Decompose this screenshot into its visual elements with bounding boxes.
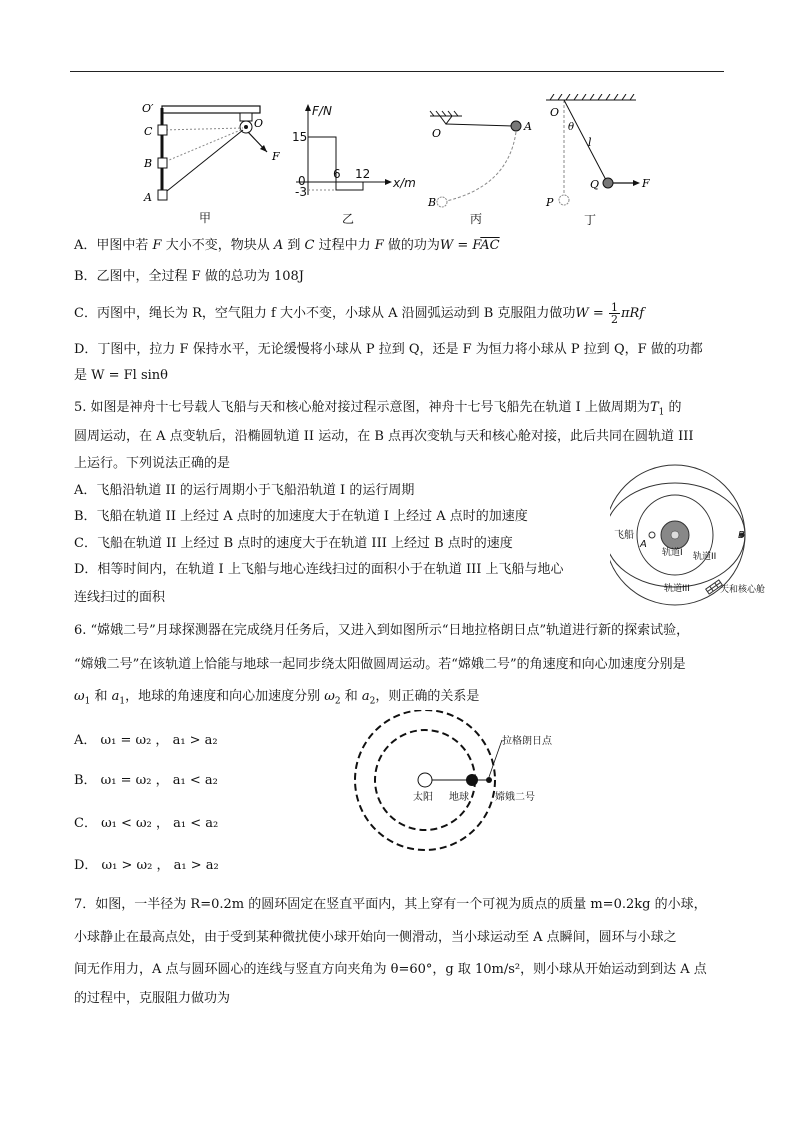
fig-bing-label: 丙 bbox=[470, 212, 483, 226]
svg-text:O: O bbox=[550, 106, 560, 119]
svg-text:O: O bbox=[432, 127, 442, 140]
q7-line3: 间无作用力，A 点与圆环圆心的连线与竖直方向夹角为 θ=60°，g 取 10m/s²，则小球从开始运动到到达 A 点 bbox=[74, 962, 707, 977]
q5-stem-line2: 圆周运动，在 A 点变轨后，沿椭圆轨道 II 运动，在 B 点再次变轨与天和核心舱对接，此后共同在圆轨道 III bbox=[74, 429, 694, 444]
fig-yi-tick-0: 0 bbox=[298, 174, 306, 188]
q4-option-d-line1: D．丁图中，拉力 F 保持水平，无论缓慢将小球从 P 拉到 Q，还是 F 为恒力将小球从 P 拉到 Q，F 做的功都 bbox=[74, 342, 703, 357]
fig-station-label: 天和核心舱 bbox=[720, 585, 766, 595]
q5-stem-line3: 上运行。下列说法正确的是 bbox=[74, 456, 231, 471]
fig-change-label: 嫦娥二号 bbox=[495, 792, 535, 803]
q7-line2: 小球静止在最高点处，由于受到某种微扰使小球开始向一侧滑动，当小球运动至 A 点瞬间，圆环与小球之 bbox=[74, 930, 677, 945]
figure-jia bbox=[140, 100, 280, 220]
fig-jia-label: 甲 bbox=[199, 211, 212, 225]
fig-yi-axis-x: x/m bbox=[393, 176, 416, 190]
fig-orbit-b-label: B bbox=[738, 530, 745, 541]
fig-orbit2-label: 轨道II bbox=[693, 552, 717, 562]
svg-text:O: O bbox=[254, 117, 264, 130]
q5-option-b: B．飞船在轨道 II 上经过 A 点时的加速度大于在轨道 I 上经过 A 点时的加速度 bbox=[74, 509, 528, 524]
svg-text:l: l bbox=[588, 136, 592, 149]
svg-text:θ: θ bbox=[568, 122, 575, 133]
q4-option-d-line2: 是 W = Fl sinθ bbox=[74, 368, 168, 383]
svg-text:A: A bbox=[144, 191, 152, 204]
q5-option-d-line2: 连线扫过的面积 bbox=[74, 590, 166, 605]
fig-orbit-a-label: A bbox=[640, 539, 647, 550]
q6-option-b: B． ω₁ = ω₂ ， a₁ < a₂ bbox=[74, 773, 218, 788]
fig-ding-label: 丁 bbox=[584, 213, 597, 227]
q6-stem-line1: 6. “嫦娥二号”月球探测器在完成绕月任务后，又进入到如图所示“日地拉格朗日点”轨道进行新的探索试验， bbox=[74, 623, 690, 638]
q6-option-d: D． ω₁ > ω₂ ， a₁ > a₂ bbox=[74, 858, 219, 873]
fig-yi-axis-y: F/N bbox=[312, 104, 332, 118]
q5-stem-line1: 5. 如图是神舟十七号载人飞船与天和核心舱对接过程示意图，神舟十七号飞船先在轨道 I 上做周期为$T_1$ 的 bbox=[74, 400, 682, 418]
svg-text:C: C bbox=[144, 125, 153, 138]
q6-stem-line2: “嫦娥二号”在该轨道上恰能与地球一起同步绕太阳做圆周运动。若“嫦娥二号”的角速度和向心加速度分别是 bbox=[74, 657, 686, 672]
fig-yi-tick-12: 12 bbox=[355, 167, 371, 181]
q4-option-b: B．乙图中，全过程 F 做的总功为 108J bbox=[74, 269, 304, 284]
fig-yi-tick-15: 15 bbox=[292, 130, 308, 144]
fig-feichuan-label: 飞船 bbox=[614, 530, 634, 541]
fig-yi-tick-neg3: -3 bbox=[295, 185, 307, 199]
svg-text:F: F bbox=[272, 150, 280, 163]
fig-yi-tick-6: 6 bbox=[333, 167, 341, 181]
fig-earth-label: 地球 bbox=[449, 792, 469, 803]
svg-text:Q: Q bbox=[590, 178, 600, 191]
fig-orbit3-label: 轨道III bbox=[664, 584, 690, 594]
svg-text:B: B bbox=[428, 196, 437, 208]
q5-option-d-line1: D．相等时间内，在轨道 I 上飞船与地心连线扫过的面积小于在轨道 III 上飞船与地心 bbox=[74, 562, 564, 577]
q6-stem-line3: $\omega_1$ 和 $a_1$，地球的角速度和向心加速度分别 $\omega_2$ 和 $a_2$，则正确的关系是 bbox=[74, 689, 480, 707]
q4-option-c: C．丙图中，绳长为 R，空气阻力 f 大小不变，小球从 A 沿圆弧运动到 B 克服阻力做功W = $\frac{1}{2}$ πRf bbox=[74, 301, 645, 326]
q5-option-a: A．飞船沿轨道 II 的运行周期小于飞船沿轨道 I 的运行周期 bbox=[74, 483, 415, 498]
q6-option-a: A． ω₁ = ω₂ ， a₁ > a₂ bbox=[74, 733, 218, 748]
figure-yi bbox=[288, 100, 418, 210]
q7-line1: 7．如图，一半径为 R=0.2m 的圆环固定在竖直平面内，其上穿有一个可视为质点的质量 m=0.2kg 的小球， bbox=[74, 897, 707, 912]
fig-lagrange-label: 拉格朗日点 bbox=[502, 736, 552, 747]
fig-orbit1-label: 轨道I bbox=[662, 548, 683, 558]
q6-option-c: C． ω₁ < ω₂ ， a₁ < a₂ bbox=[74, 816, 219, 831]
fig-yi-label: 乙 bbox=[342, 212, 355, 226]
svg-text:A: A bbox=[524, 120, 532, 133]
fig-sun-label: 太阳 bbox=[413, 792, 433, 803]
svg-text:P: P bbox=[546, 196, 554, 209]
figure-ding bbox=[536, 94, 666, 214]
figure-bing bbox=[426, 108, 536, 208]
svg-text:O′: O′ bbox=[142, 102, 154, 115]
svg-text:F: F bbox=[642, 177, 650, 190]
q4-option-a: A．甲图中若 F 大小不变，物块从 A 到 C 过程中力 F 做的功为$W = F\overline{AC}$ bbox=[74, 238, 500, 253]
q5-option-c: C．飞船在轨道 II 上经过 B 点时的速度大于在轨道 III 上经过 B 点时的速度 bbox=[74, 536, 513, 551]
q7-line4: 的过程中，克服阻力做功为 bbox=[74, 991, 231, 1006]
svg-text:B: B bbox=[144, 157, 153, 170]
header-rule bbox=[70, 71, 724, 72]
